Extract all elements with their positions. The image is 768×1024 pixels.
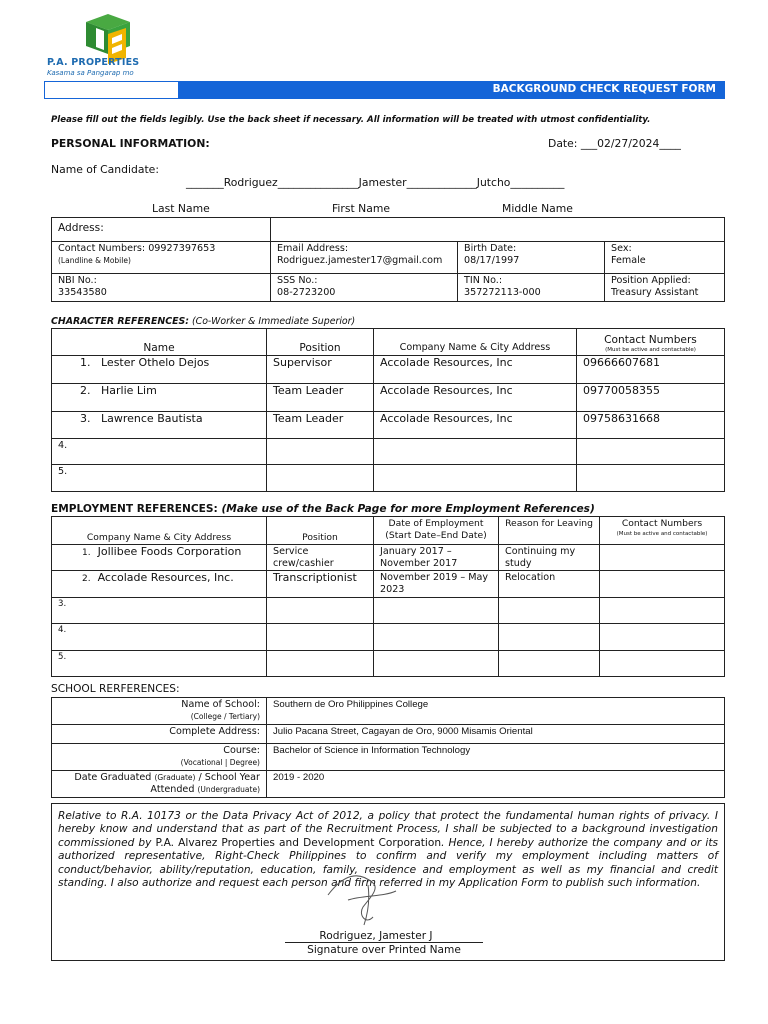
table-row <box>52 571 725 598</box>
ref-name: Lester Othelo Dejos <box>101 356 210 369</box>
emp-reason[interactable] <box>499 624 600 651</box>
col-reason: Reason for Leaving <box>499 517 600 545</box>
employment-subheading: (Make use of the Back Page for more Employment References) <box>221 503 595 515</box>
signature-field[interactable] <box>0 930 768 943</box>
address-label: Address: <box>52 218 271 242</box>
character-table <box>51 328 725 492</box>
ref-position[interactable]: Team Leader <box>267 384 374 412</box>
emp-company-cell[interactable]: 2. Accolade Resources, Inc. <box>52 571 267 598</box>
ref-contact[interactable]: 09758631668 <box>577 412 725 439</box>
date-value: ___02/27/2024____ <box>580 137 681 150</box>
school-grad-label-cell: Date Graduated (Graduate) / School Year Attended (Undergraduate) <box>52 771 267 798</box>
ref-position[interactable]: Team Leader <box>267 412 374 439</box>
table-row <box>52 465 725 492</box>
school-course-label-cell <box>52 744 267 771</box>
col-contact-note: (Must be active and contactable) <box>616 530 708 537</box>
employment-heading-line <box>51 503 595 515</box>
birth-value: 08/17/1997 <box>464 255 520 266</box>
emp-reason[interactable]: Relocation <box>499 571 600 598</box>
school-address-label: Complete Address: <box>52 725 267 744</box>
table-row <box>52 545 725 571</box>
sss-cell[interactable] <box>271 274 458 302</box>
character-heading: CHARACTER REFERENCES: <box>51 316 190 327</box>
ref-company[interactable]: Accolade Resources, Inc <box>374 384 577 412</box>
tin-cell[interactable] <box>458 274 605 302</box>
emp-position[interactable] <box>267 598 374 624</box>
position-value: Treasury Assistant <box>611 287 699 298</box>
tin-label: TIN No.: <box>464 275 503 286</box>
col-name: Name <box>52 329 267 356</box>
privacy-company: P.A. Alvarez Properties and Development Corporation <box>155 836 442 849</box>
emp-company: Accolade Resources, Inc. <box>97 571 234 584</box>
emp-reason[interactable] <box>499 651 600 677</box>
emp-company-cell[interactable]: 4. <box>52 624 267 651</box>
ref-name: Harlie Lim <box>101 384 157 397</box>
emp-date[interactable] <box>374 651 499 677</box>
school-grad-value[interactable]: 2019 - 2020 <box>267 771 725 798</box>
candidate-label: Name of Candidate: <box>51 163 159 176</box>
signature-scribble <box>318 855 408 930</box>
school-name-value[interactable]: Southern de Oro Philippines College <box>267 698 725 725</box>
nbi-cell[interactable] <box>52 274 271 302</box>
ref-name-cell[interactable]: 5. <box>52 465 267 492</box>
ref-contact[interactable] <box>577 439 725 465</box>
emp-contact[interactable] <box>600 571 725 598</box>
school-address-value[interactable]: Julio Pacana Street, Cagayan de Oro, 9000 Misamis Oriental <box>267 725 725 744</box>
contact-note: (Landline & Mobile) <box>58 256 131 265</box>
school-heading: SCHOOL RERFERENCES: <box>51 683 180 695</box>
table-row <box>52 412 725 439</box>
candidate-name-field[interactable]: _______Rodriguez_______________Jamester_____________Jutcho__________ <box>186 176 565 189</box>
col-contact-note: (Must be active and contactable) <box>605 347 696 353</box>
school-course-value[interactable]: Bachelor of Science in Information Technology <box>267 744 725 771</box>
ref-name-cell[interactable]: 2. Harlie Lim <box>52 384 267 412</box>
emp-reason[interactable] <box>499 598 600 624</box>
ref-company[interactable]: Accolade Resources, Inc <box>374 412 577 439</box>
email-label: Email Address: <box>277 243 349 254</box>
emp-contact[interactable] <box>600 598 725 624</box>
emp-position[interactable]: Transcriptionist <box>267 571 374 598</box>
personal-heading: PERSONAL INFORMATION: <box>51 137 210 150</box>
middle-name-label: Middle Name <box>502 202 573 215</box>
sex-value: Female <box>611 255 646 266</box>
emp-reason[interactable]: Continuing my study <box>499 545 600 571</box>
contact-label: Contact Numbers: 09927397653 <box>58 243 216 254</box>
first-name-label: First Name <box>332 202 391 215</box>
emp-contact[interactable] <box>600 545 725 571</box>
privacy-text: Relative to R.A. 10173 or the Data Privacy Act of 2012, a policy that protect the fundamental human rights of privacy. I hereby know and understand that as part of the Recruitment Process, I shall be subjected to a background investigation commissioned by P.A. Alvarez Properties and Development Corporation. Hence, I hereby authorize the company and or its authorized representative, Right-Check Philippines to confirm and verify my employment including matters of conduct/behavior, ability/reputation, education, family, residence and employment as well as my financial and credit standing. I also authorize and request each person and firm referred in my Application Form to publish such information. <box>58 810 719 890</box>
school-name-label-cell <box>52 698 267 725</box>
emp-date[interactable] <box>374 598 499 624</box>
form-title: BACKGROUND CHECK REQUEST FORM <box>492 83 716 95</box>
position-label: Position Applied: <box>611 275 691 286</box>
table-row <box>52 384 725 412</box>
ref-position[interactable] <box>267 439 374 465</box>
ref-company[interactable] <box>374 439 577 465</box>
col-date: Date of Employment (Start Date–End Date) <box>374 517 499 545</box>
sss-label: SSS No.: <box>277 275 318 286</box>
signature-label: Signature over Printed Name <box>307 944 461 956</box>
ref-company[interactable]: Accolade Resources, Inc <box>374 356 577 384</box>
table-row <box>52 356 725 384</box>
table-row <box>52 598 725 624</box>
company-tagline: Kasama sa Pangarap mo <box>47 69 134 77</box>
school-grad-label: Date Graduated <box>74 772 155 783</box>
emp-date[interactable] <box>374 624 499 651</box>
col-position: Position <box>267 517 374 545</box>
date-field[interactable] <box>548 137 681 150</box>
ref-company[interactable] <box>374 465 577 492</box>
ref-contact[interactable]: 09770058355 <box>577 384 725 412</box>
ref-position[interactable]: Supervisor <box>267 356 374 384</box>
col-position: Position <box>267 329 374 356</box>
col-contact <box>577 329 725 356</box>
email-value: Rodriguez.jamester17@gmail.com <box>277 255 443 266</box>
emp-position[interactable] <box>267 651 374 677</box>
ref-contact[interactable]: 09666607681 <box>577 356 725 384</box>
employment-table <box>51 516 725 677</box>
nbi-label: NBI No.: <box>58 275 97 286</box>
ref-name-cell[interactable]: 1. Lester Othelo Dejos <box>52 356 267 384</box>
ref-name: Lawrence Bautista <box>101 412 203 425</box>
emp-date[interactable]: January 2017 – November 2017 <box>374 545 499 571</box>
ref-name-cell[interactable]: 3. Lawrence Bautista <box>52 412 267 439</box>
emp-position[interactable]: Service crew/cashier <box>267 545 374 571</box>
character-subheading: (Co-Worker & Immediate Superior) <box>189 316 356 327</box>
col-company: Company Name & City Address <box>52 517 267 545</box>
tin-value: 357272113-000 <box>464 287 541 298</box>
table-row <box>52 624 725 651</box>
employment-heading: EMPLOYMENT REFERENCES: <box>51 503 222 515</box>
school-name-label: Name of School: <box>181 699 260 710</box>
contact-cell[interactable] <box>52 242 271 274</box>
col-contact <box>600 517 725 545</box>
table-row <box>52 651 725 677</box>
school-table <box>51 697 725 798</box>
emp-company-cell[interactable]: 5. <box>52 651 267 677</box>
ref-contact[interactable] <box>577 465 725 492</box>
character-heading-line <box>51 316 355 327</box>
date-label: Date: <box>548 137 581 150</box>
ref-name-cell[interactable]: 4. <box>52 439 267 465</box>
nbi-value: 33543580 <box>58 287 107 298</box>
school-course-label: Course: <box>223 745 260 756</box>
birth-cell[interactable] <box>458 242 605 274</box>
emp-company-cell[interactable]: 3. <box>52 598 267 624</box>
sex-label: Sex: <box>611 243 632 254</box>
birth-label: Birth Date: <box>464 243 517 254</box>
position-cell[interactable] <box>605 274 725 302</box>
table-row <box>52 439 725 465</box>
emp-date[interactable]: November 2019 – May 2023 <box>374 571 499 598</box>
instructions: Please fill out the fields legibly. Use the back sheet if necessary. All information will be treated with utmost confidentiality. <box>51 115 651 125</box>
emp-company-cell[interactable]: 1. Jollibee Foods Corporation <box>52 545 267 571</box>
address-field[interactable] <box>271 218 725 242</box>
school-course-note: (Vocational | Degree) <box>180 758 260 767</box>
emp-company: Jollibee Foods Corporation <box>97 545 242 558</box>
last-name-label: Last Name <box>152 202 210 215</box>
sex-cell[interactable] <box>605 242 725 274</box>
ref-position[interactable] <box>267 465 374 492</box>
col-company: Company Name & City Address <box>374 329 577 356</box>
header-field-box[interactable] <box>44 81 179 99</box>
emp-contact[interactable] <box>600 651 725 677</box>
sss-value: 08-2723200 <box>277 287 336 298</box>
emp-position[interactable] <box>267 624 374 651</box>
school-name-note: (College / Tertiary) <box>190 712 260 721</box>
email-cell[interactable] <box>271 242 458 274</box>
personal-info-table <box>51 217 725 302</box>
col-contact-label: Contact Numbers <box>621 518 703 529</box>
signature-name: Rodriguez, Jamester J <box>285 930 482 943</box>
emp-contact[interactable] <box>600 624 725 651</box>
company-name: P.A. PROPERTIES <box>47 57 140 68</box>
col-contact-label: Contact Numbers <box>604 334 697 346</box>
